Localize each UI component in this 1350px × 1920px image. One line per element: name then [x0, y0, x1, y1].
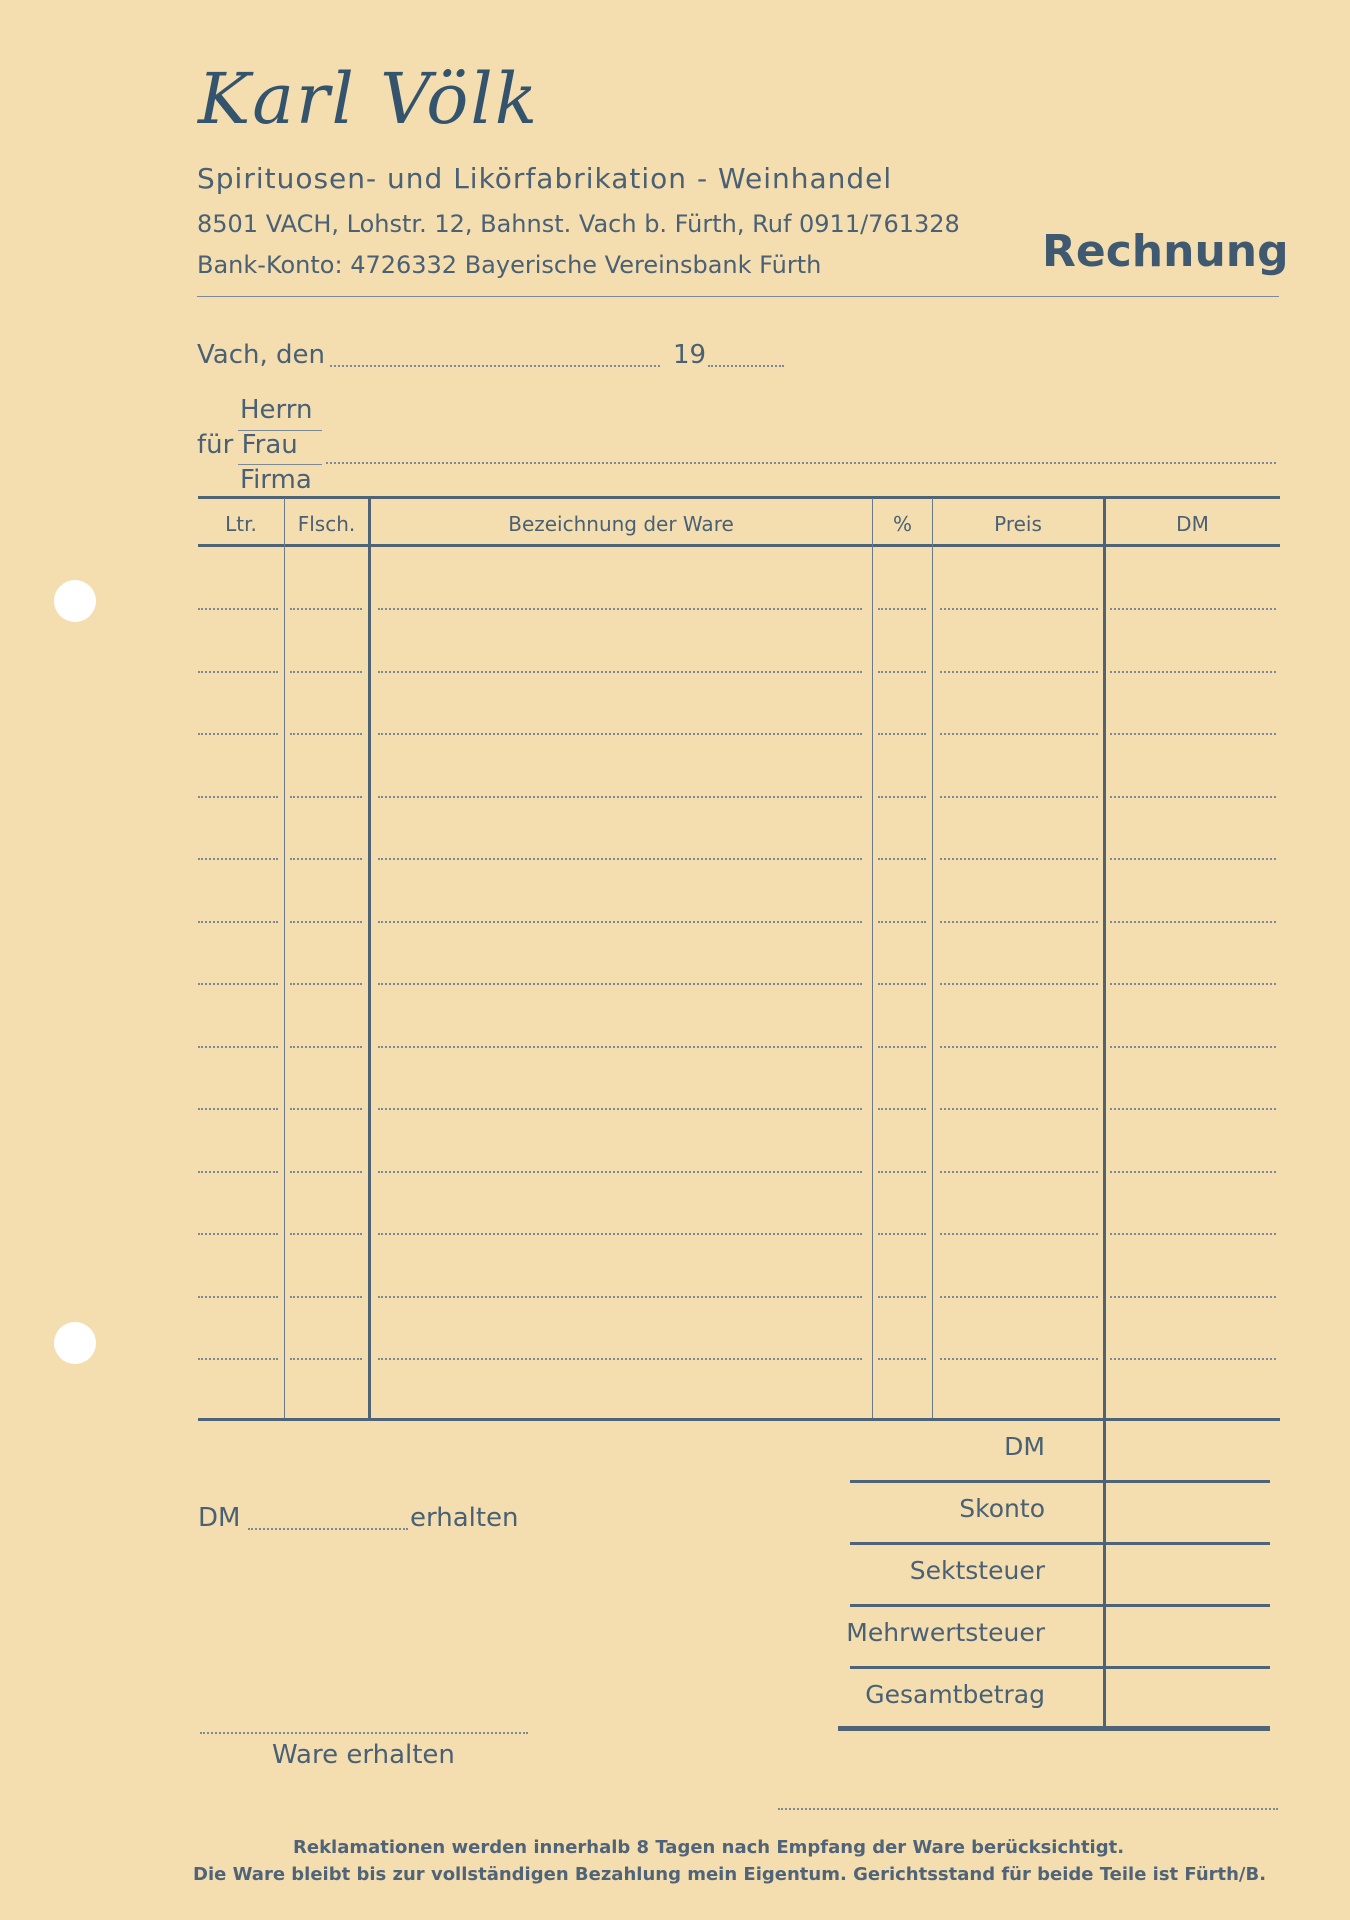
- payment-amount-field[interactable]: [248, 1528, 408, 1530]
- table-row-cell[interactable]: [878, 983, 926, 985]
- table-row-cell[interactable]: [378, 858, 862, 860]
- table-row-cell[interactable]: [378, 1296, 862, 1298]
- table-row-cell[interactable]: [290, 796, 362, 798]
- totals-line-1: [850, 1480, 1270, 1483]
- table-row-cell[interactable]: [940, 733, 1098, 735]
- recipient-field[interactable]: [326, 462, 1276, 464]
- table-row-cell[interactable]: [940, 858, 1098, 860]
- totals-label-skonto: Skonto: [959, 1494, 1045, 1523]
- table-row-cell[interactable]: [198, 608, 278, 610]
- table-row-cell[interactable]: [198, 796, 278, 798]
- table-row-cell[interactable]: [290, 1233, 362, 1235]
- table-row-cell[interactable]: [940, 1296, 1098, 1298]
- footer-complaints-note: Reklamationen werden innerhalb 8 Tagen nach Empfang der Ware berücksichtigt.: [293, 1837, 1125, 1858]
- company-logo: Karl Völk: [198, 58, 540, 140]
- table-row-cell[interactable]: [378, 983, 862, 985]
- table-row-cell[interactable]: [1110, 733, 1276, 735]
- table-row-cell[interactable]: [290, 858, 362, 860]
- date-field[interactable]: [330, 365, 660, 367]
- table-row-cell[interactable]: [290, 671, 362, 673]
- recipient-herrn: Herrn: [240, 395, 313, 425]
- table-row-cell[interactable]: [290, 733, 362, 735]
- totals-double-line: [838, 1726, 1270, 1731]
- goods-received-label: Ware erhalten: [272, 1740, 455, 1770]
- table-row-cell[interactable]: [378, 1046, 862, 1048]
- table-row-cell[interactable]: [1110, 1358, 1276, 1360]
- table-row-cell[interactable]: [878, 1358, 926, 1360]
- table-row-cell[interactable]: [378, 608, 862, 610]
- totals-line-4: [850, 1666, 1270, 1669]
- table-row-cell[interactable]: [290, 1296, 362, 1298]
- table-row-cell[interactable]: [878, 1233, 926, 1235]
- column-divider-preis: [1103, 498, 1106, 1418]
- column-divider-ltr: [284, 498, 285, 1418]
- totals-label-dm: DM: [1004, 1432, 1045, 1461]
- totals-column-divider: [1103, 1420, 1106, 1728]
- totals-label-mehrwertsteuer: Mehrwertsteuer: [846, 1618, 1045, 1647]
- table-row-cell[interactable]: [878, 1296, 926, 1298]
- column-header-ltr: Ltr.: [225, 512, 257, 536]
- column-header-preis: Preis: [994, 512, 1042, 536]
- table-row-cell[interactable]: [378, 1171, 862, 1173]
- table-header-bottom-border: [198, 544, 1280, 547]
- table-row-cell[interactable]: [878, 671, 926, 673]
- table-row-cell[interactable]: [378, 733, 862, 735]
- table-row-cell[interactable]: [198, 671, 278, 673]
- table-row-cell[interactable]: [878, 796, 926, 798]
- table-row-cell[interactable]: [1110, 671, 1276, 673]
- signature-field[interactable]: [778, 1808, 1278, 1810]
- table-row-cell[interactable]: [1110, 1171, 1276, 1173]
- table-row-cell[interactable]: [878, 921, 926, 923]
- table-row-cell[interactable]: [378, 1358, 862, 1360]
- recipient-firma: Firma: [240, 465, 312, 495]
- table-row-cell[interactable]: [378, 796, 862, 798]
- table-row-cell[interactable]: [378, 1233, 862, 1235]
- table-row-cell[interactable]: [940, 796, 1098, 798]
- table-row-cell[interactable]: [198, 1171, 278, 1173]
- table-row-cell[interactable]: [1110, 1108, 1276, 1110]
- table-row-cell[interactable]: [940, 1233, 1098, 1235]
- table-row-cell[interactable]: [290, 921, 362, 923]
- table-row-cell[interactable]: [290, 1108, 362, 1110]
- punch-hole-top: [54, 580, 96, 622]
- table-row-cell[interactable]: [1110, 1296, 1276, 1298]
- column-divider-pct: [932, 498, 933, 1418]
- table-row-cell[interactable]: [940, 983, 1098, 985]
- table-row-cell[interactable]: [198, 921, 278, 923]
- totals-label-sektsteuer: Sektsteuer: [909, 1556, 1045, 1585]
- table-row-cell[interactable]: [198, 1108, 278, 1110]
- column-header-bezeichnung: Bezeichnung der Ware: [508, 512, 734, 536]
- table-row-cell[interactable]: [940, 608, 1098, 610]
- column-divider-flsch: [368, 498, 371, 1418]
- table-row-cell[interactable]: [940, 921, 1098, 923]
- place-date-label: Vach, den: [197, 340, 325, 370]
- table-row-cell[interactable]: [198, 983, 278, 985]
- table-row-cell[interactable]: [1110, 983, 1276, 985]
- column-header-dm: DM: [1176, 512, 1209, 536]
- table-row-cell[interactable]: [878, 1046, 926, 1048]
- table-row-cell[interactable]: [940, 671, 1098, 673]
- table-row-cell[interactable]: [290, 1358, 362, 1360]
- table-bottom-border: [198, 1418, 1280, 1421]
- table-row-cell[interactable]: [878, 608, 926, 610]
- table-row-cell[interactable]: [940, 1108, 1098, 1110]
- column-divider-desc: [872, 498, 873, 1418]
- company-address: 8501 VACH, Lohstr. 12, Bahnst. Vach b. Fürth, Ruf 0911/761328: [197, 210, 960, 238]
- footer-ownership-note: Die Ware bleibt bis zur vollständigen Bezahlung mein Eigentum. Gerichtsstand für beide Teile ist Fürth/B.: [193, 1864, 1267, 1885]
- header-divider: [197, 296, 1279, 297]
- table-row-cell[interactable]: [378, 671, 862, 673]
- year-field[interactable]: [708, 365, 784, 367]
- table-row-cell[interactable]: [290, 608, 362, 610]
- table-row-cell[interactable]: [378, 1108, 862, 1110]
- table-row-cell[interactable]: [198, 1296, 278, 1298]
- payment-dm-label: DM: [198, 1503, 241, 1533]
- column-header-flsch: Flsch.: [297, 512, 356, 536]
- year-prefix: 19: [673, 340, 707, 370]
- table-row-cell[interactable]: [1110, 796, 1276, 798]
- table-row-cell[interactable]: [198, 858, 278, 860]
- document-title: Rechnung: [1042, 226, 1289, 277]
- table-row-cell[interactable]: [940, 1046, 1098, 1048]
- table-row-cell[interactable]: [198, 1233, 278, 1235]
- table-row-cell[interactable]: [198, 733, 278, 735]
- company-subtitle: Spirituosen- und Likörfabrikation - Weinhandel: [197, 162, 893, 195]
- table-row-cell[interactable]: [198, 1046, 278, 1048]
- table-row-cell[interactable]: [878, 733, 926, 735]
- totals-line-3: [850, 1604, 1270, 1607]
- bank-account: Bank-Konto: 4726332 Bayerische Vereinsbank Fürth: [197, 251, 822, 279]
- table-row-cell[interactable]: [1110, 858, 1276, 860]
- table-row-cell[interactable]: [290, 983, 362, 985]
- table-row-cell[interactable]: [940, 1358, 1098, 1360]
- table-row-cell[interactable]: [1110, 1233, 1276, 1235]
- table-row-cell[interactable]: [940, 1171, 1098, 1173]
- payment-received-label: erhalten: [410, 1503, 519, 1533]
- table-row-cell[interactable]: [878, 858, 926, 860]
- table-row-cell[interactable]: [1110, 1046, 1276, 1048]
- table-row-cell[interactable]: [290, 1171, 362, 1173]
- goods-received-signature-field[interactable]: [200, 1732, 528, 1734]
- totals-label-gesamtbetrag: Gesamtbetrag: [865, 1680, 1045, 1709]
- table-row-cell[interactable]: [878, 1171, 926, 1173]
- punch-hole-bottom: [54, 1322, 96, 1364]
- totals-line-2: [850, 1542, 1270, 1545]
- table-row-cell[interactable]: [1110, 608, 1276, 610]
- table-row-cell[interactable]: [290, 1046, 362, 1048]
- recipient-fuer-frau: für Frau: [197, 430, 298, 460]
- table-top-border: [198, 496, 1280, 499]
- table-row-cell[interactable]: [378, 921, 862, 923]
- table-row-cell[interactable]: [1110, 921, 1276, 923]
- table-row-cell[interactable]: [198, 1358, 278, 1360]
- table-row-cell[interactable]: [878, 1108, 926, 1110]
- column-header-percent: %: [892, 512, 912, 536]
